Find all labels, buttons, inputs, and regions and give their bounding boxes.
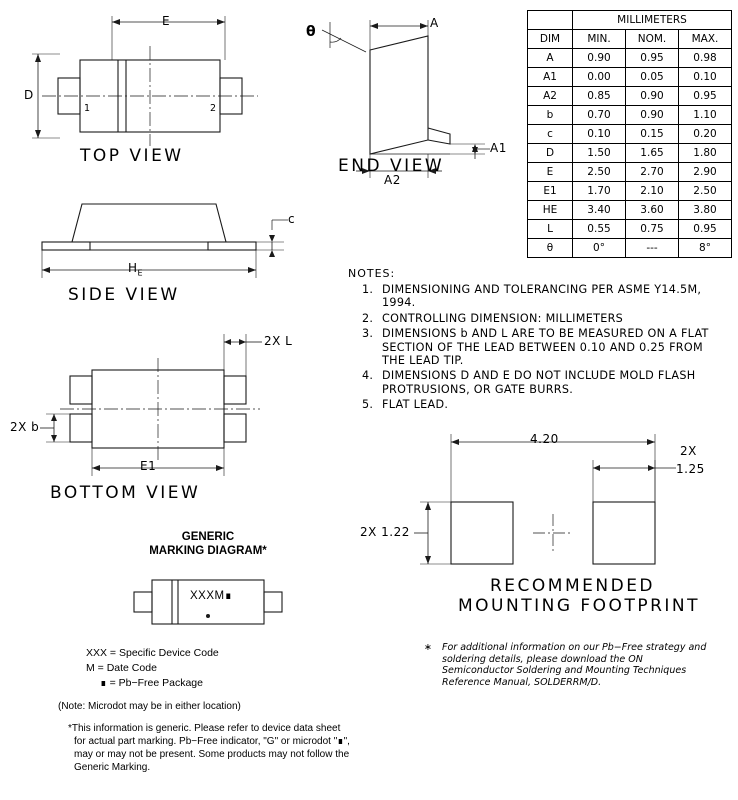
cell-max: 0.95 [679,220,732,239]
table-row [528,68,732,87]
dim-label-fp-2x: 2X [680,444,697,458]
top-view-group [20,8,290,178]
cell-nom: 0.95 [626,49,679,68]
dim-label-E: E [162,14,171,28]
cell-min: 0.85 [573,87,626,106]
side-view-title: SIDE VIEW [68,285,180,305]
dim-label-E1: E1 [140,459,157,473]
note-text: DIMENSIONS D AND E DO NOT INCLUDE MOLD FLASH PROTRUSIONS, OR GATE BURRS. [382,369,696,396]
dim-label-HE: $H_E$ [128,261,144,278]
cell-dim: A1 [528,68,573,87]
dim-label-2x-L: 2X L [264,334,293,348]
dimension-table-container [527,10,732,258]
cell-dim: E [528,163,573,182]
note-text: CONTROLLING DIMENSION: MILLIMETERS [382,311,624,325]
cell-min: 1.70 [573,182,626,201]
cell-nom: --- [626,239,679,258]
marking-title-line2: MARKING DIAGRAM* [149,545,267,557]
notes-title: NOTES: [348,267,396,280]
marking-package-drawing-container [120,572,300,634]
cell-dim: θ [528,239,573,258]
cell-nom: 1.65 [626,144,679,163]
note-number: 3. [362,327,374,341]
footprint-note-marker: ∗ [424,642,432,653]
table-row [528,49,732,68]
cell-nom: 0.75 [626,220,679,239]
dim-label-A2: A2 [384,173,401,187]
microdot-icon [206,614,210,618]
footprint-title-line1: RECOMMENDED [490,576,656,596]
cell-max: 0.98 [679,49,732,68]
cell-min: 0.55 [573,220,626,239]
cell-nom: 2.70 [626,163,679,182]
cell-min: 0.00 [573,68,626,87]
table-row [528,106,732,125]
cell-min: 0° [573,239,626,258]
table-col-dim: DIM [528,30,573,49]
cell-dim: A2 [528,87,573,106]
table-row [528,125,732,144]
table-row [528,201,732,220]
table-col-min: MIN. [573,30,626,49]
dim-label-theta: θ [306,24,317,40]
cell-max: 1.10 [679,106,732,125]
cell-max: 3.80 [679,201,732,220]
marking-legend-item: ∎ = Pb−Free Package [100,677,203,689]
cell-max: 2.50 [679,182,732,201]
note-item [362,312,718,325]
cell-min: 1.50 [573,144,626,163]
note-number: 4. [362,369,374,383]
note-text: FLAT LEAD. [382,398,449,412]
cell-min: 0.70 [573,106,626,125]
dimension-table [527,10,732,258]
device-marking-text: XXXM∎ [190,590,233,602]
cell-nom: 3.60 [626,201,679,220]
cell-dim: A [528,49,573,68]
end-view-title: END VIEW [338,156,445,176]
dim-label-A1: A1 [490,141,507,155]
pin-2-label: 2 [210,103,217,114]
dim-label-fp-width: 4.20 [530,432,559,446]
cell-max: 8° [679,239,732,258]
cell-min: 0.10 [573,125,626,144]
cell-dim: HE [528,201,573,220]
pin-1-label: 1 [84,103,91,114]
notes-list [348,283,718,412]
footprint-group [360,418,718,618]
cell-dim: E1 [528,182,573,201]
dim-label-2x-b: 2X b [10,420,40,434]
note-item [362,398,718,411]
table-row [528,144,732,163]
dim-label-A: A [430,16,439,30]
marking-legend-item: XXX = Specific Device Code [86,647,219,659]
bottom-view-group [10,318,300,508]
table-header-millimeters: MILLIMETERS [573,11,732,30]
cell-min: 0.90 [573,49,626,68]
bottom-view-drawing [10,318,300,508]
note-text: DIMENSIONING AND TOLERANCING PER ASME Y14.5M, 1994. [382,283,702,310]
cell-nom: 2.10 [626,182,679,201]
footprint-note-text: For additional information on our Pb−Free strategy and soldering details, please download the ON Semiconductor Soldering and Mounting Techniques Reference Manual, SOLDERRM/D. [442,642,707,688]
table-row [528,182,732,201]
footprint-note-block [424,642,714,688]
cell-max: 0.95 [679,87,732,106]
marking-title-line1: GENERIC [181,531,235,543]
table-corner-cell [528,11,573,30]
bottom-view-title: BOTTOM VIEW [50,483,201,503]
note-item [362,369,718,396]
end-view-group [300,8,520,188]
marking-legend-item: M = Date Code [86,662,157,674]
marking-diagram-group [58,530,358,773]
cell-max: 1.80 [679,144,732,163]
cell-nom: 0.90 [626,106,679,125]
cell-nom: 0.15 [626,125,679,144]
note-text: DIMENSIONS b AND L ARE TO BE MEASURED ON A FLAT SECTION OF THE LEAD BETWEEN 0.10 AND 0.25 FROM THE LEAD TIP. [382,327,709,368]
microdot-note: (Note: Microdot may be in either location) [58,701,241,712]
note-item [362,327,718,367]
marking-footnote: *This information is generic. Please refer to device data sheet for actual part marking. Pb−Free indicator, "G" or microdot "∎", may or may not be present. Some products may not follow the Generic Marking. [68,723,350,773]
note-item [362,283,718,310]
notes-block [348,267,718,414]
cell-dim: c [528,125,573,144]
cell-min: 3.40 [573,201,626,220]
dim-label-fp-2x-1-22: 2X 1.22 [360,525,410,539]
marking-package-drawing [120,572,300,634]
dim-label-D: D [24,88,34,102]
note-number: 2. [362,311,374,325]
note-number: 1. [362,283,374,296]
dim-label-c: c [288,212,296,226]
cell-dim: L [528,220,573,239]
table-col-max: MAX. [679,30,732,49]
table-row [528,239,732,258]
table-col-nom: NOM. [626,30,679,49]
cell-dim: D [528,144,573,163]
cell-nom: 0.05 [626,68,679,87]
cell-max: 0.20 [679,125,732,144]
cell-nom: 0.90 [626,87,679,106]
cell-max: 2.90 [679,163,732,182]
cell-dim: b [528,106,573,125]
marking-legend [86,646,219,691]
table-row [528,163,732,182]
footprint-title-line2: MOUNTING FOOTPRINT [458,596,701,616]
cell-min: 2.50 [573,163,626,182]
table-row [528,220,732,239]
top-view-title: TOP VIEW [80,146,184,166]
dim-label-fp-1-25: 1.25 [676,462,705,476]
note-number: 5. [362,398,374,412]
cell-max: 0.10 [679,68,732,87]
table-row [528,87,732,106]
side-view-group [20,180,300,320]
